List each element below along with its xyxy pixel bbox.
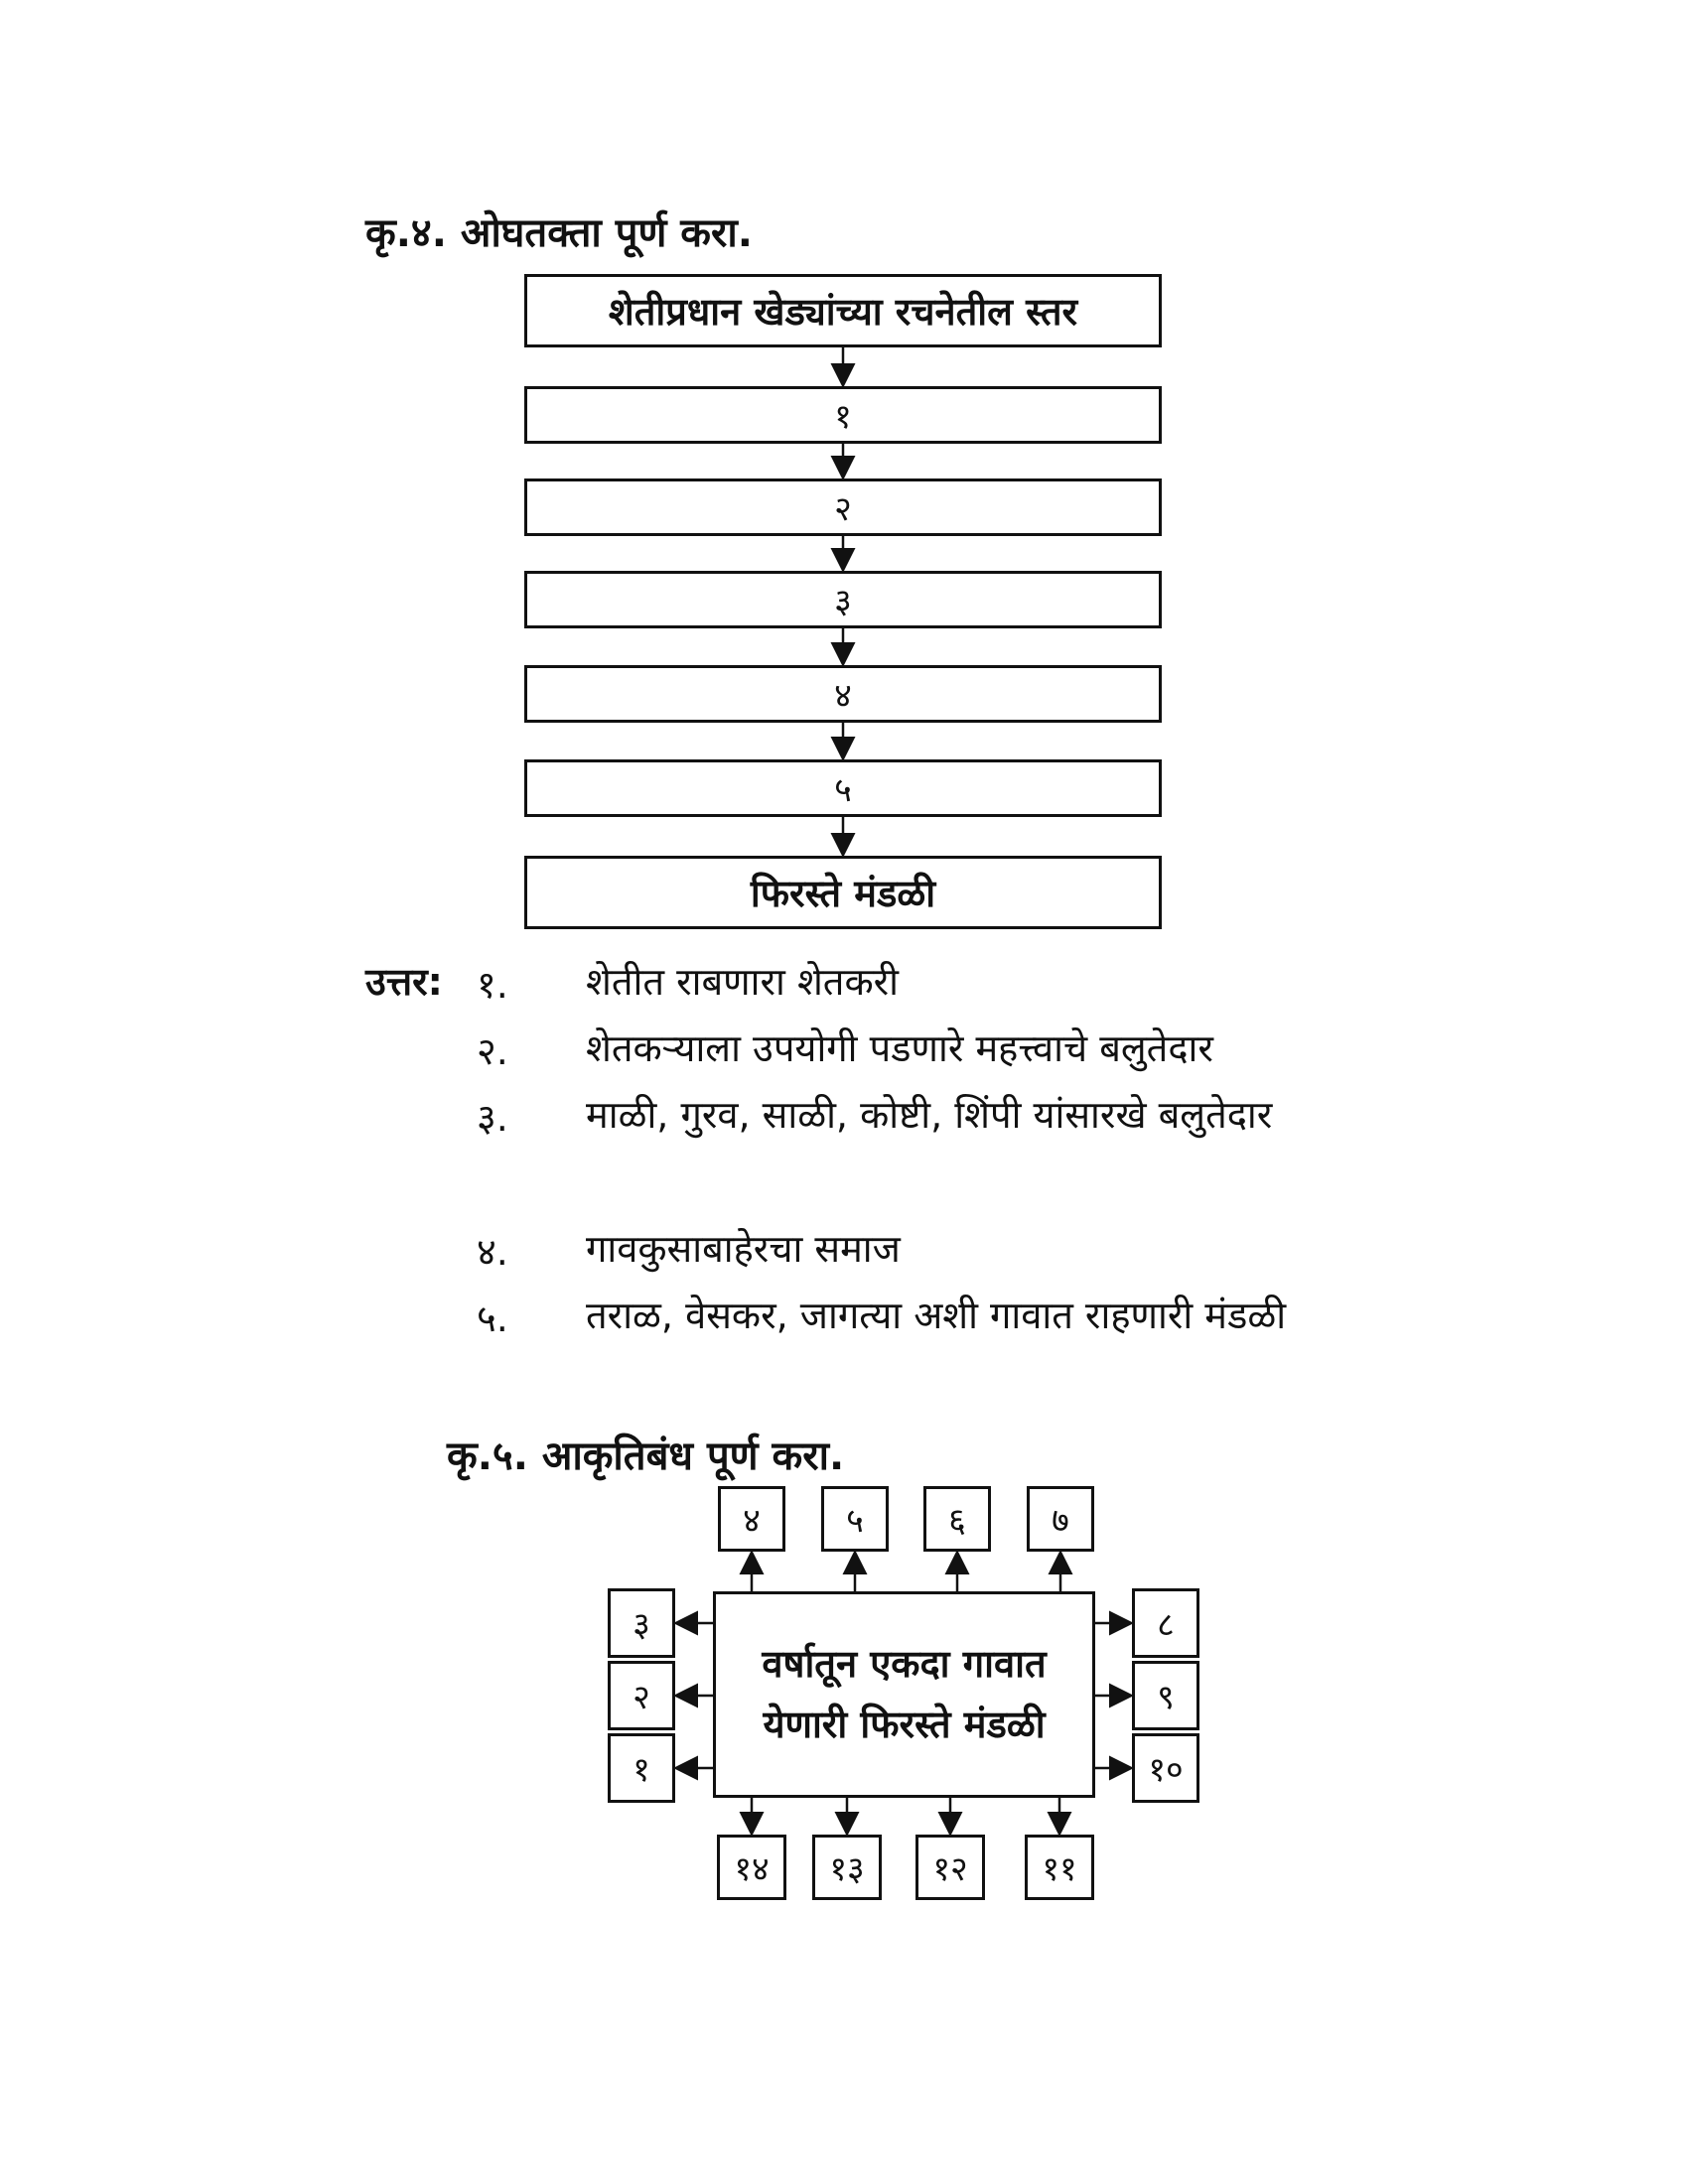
answer-number: ३. [477,1096,508,1140]
answer-number: १. [477,963,508,1007]
pattern-right-box: ९ [1132,1661,1199,1730]
center-line-1: वर्षातून एकदा गावात [762,1642,1047,1687]
flowchart-bottom-label: फिरस्ते मंडळी [750,872,936,915]
pattern-right-box: १० [1132,1733,1199,1803]
answer-text: तराळ, वेसकर, जागत्या अशी गावात राहणारी मंडळी [586,1294,1287,1337]
answer-number: २. [477,1029,508,1073]
pattern-bottom-box: १३ [812,1835,882,1900]
flowchart-step-label: ५ [834,770,852,810]
answer-number: ४. [477,1230,508,1274]
flowchart-step-label: ३ [834,582,852,621]
pattern-bottom-box: १४ [717,1835,786,1900]
answer-number: ५. [477,1297,508,1340]
answer-label: उत्तर: [365,960,443,1004]
pattern-top-box: ७ [1027,1486,1094,1552]
answer-text: माळी, गुरव, साळी, कोष्टी, शिंपी यांसारखे बलुतेदार [586,1093,1273,1137]
pattern-bottom-box: ११ [1025,1835,1094,1900]
q4-title: कृ.४. ओघतक्ता पूर्ण करा. [365,210,753,256]
flowchart-top-label: शेतीप्रधान खेड्यांच्या रचनेतील स्तर [608,290,1078,334]
flowchart-step-label: ४ [834,676,852,716]
pattern-top-box: ६ [923,1486,991,1552]
flowchart-step-label: १ [834,397,852,437]
answer-text: शेतकऱ्याला उपयोगी पडणारे महत्त्वाचे बलुतेदार [586,1026,1213,1070]
center-line-2: येणारी फिरस्ते मंडळी [763,1703,1046,1746]
pattern-left-box: २ [608,1661,675,1730]
pattern-top-box: ४ [718,1486,785,1552]
q5-title: कृ.५. आकृतिबंध पूर्ण करा. [447,1433,845,1479]
answer-text: शेतीत राबणारा शेतकरी [586,960,900,1004]
pattern-left-box: ३ [608,1588,675,1658]
pattern-left-box: १ [608,1733,675,1803]
pattern-right-box: ८ [1132,1588,1199,1658]
flowchart-step-label: २ [834,489,852,529]
pattern-bottom-box: १२ [915,1835,985,1900]
pattern-top-box: ५ [821,1486,889,1552]
answer-text: गावकुसाबाहेरचा समाज [586,1227,901,1271]
